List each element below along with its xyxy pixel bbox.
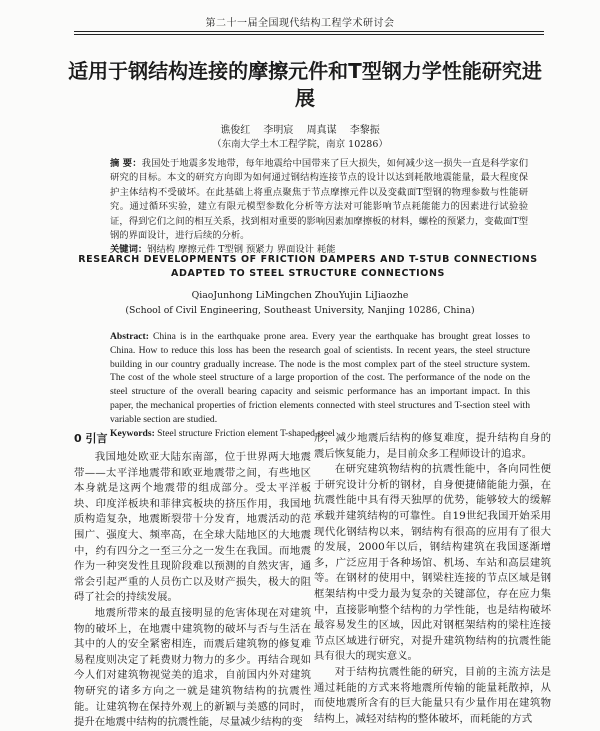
keywords-cn-label: 关键词： — [110, 244, 148, 256]
keywords-cn-text: 钢结构 摩擦元件 T型钢 预紧力 界面设计 耗能 — [147, 244, 336, 256]
abstract-en — [110, 330, 530, 440]
keywords-en-text: Steel structure Friction element T-shaped steel — [157, 427, 335, 439]
body-column-left — [74, 450, 311, 731]
paper-title-cn: 适用于钢结构连接的摩擦元件和T型钢力学性能研究进展 — [68, 59, 542, 110]
affiliation-en: (School of Civil Engineering, Southeast University, Nanjing 10286, China) — [125, 305, 475, 316]
header-rule — [74, 31, 544, 32]
authors-en: QiaoJunhong LiMingchen ZhouYujin LiJiaozhe — [191, 290, 409, 301]
body-paragraph: 形，减少地震后结构的修复难度，提升结构自身的震后恢复能力，是目前众多工程师设计的追求。 — [314, 432, 551, 460]
paper-title-en: RESEARCH DEVELOPMENTS OF FRICTION DAMPERS AND T-STUB CONNECTIONS ADAPTED TO STEEL STRUCTURE CONNECTIONS — [78, 254, 538, 279]
body-column-right — [314, 431, 551, 727]
abstract-cn — [110, 157, 528, 258]
abstract-cn-text: 我国处于地震多发地带，每年地震给中国带来了巨大损失，如何减少这一损失一直是科学家们研究的目标。本文的研究方向即为如何通过钢结构连接节点的设计以达到耗散地震能量，最大程度保护主体结构不受破坏。在此基础上将重点聚焦于节点摩擦元件以及变截面T型钢的物理参数与性能研究。通过循环实验，建立有限元模型参数化分析等方法对可能影响节点耗能能力的因素进行试验验证，得到它们之间的相互关系，找到相对重要的影响因素加摩擦板的材料，螺栓的预紧力，变截面T型钢的界面设计，进行后续的分析。 — [110, 158, 528, 242]
running-head: 第二十一届全国现代结构工程学术研讨会 — [205, 18, 395, 29]
body-paragraph: 地震所带来的最直接明显的危害体现在对建筑物的破坏上，在地震中建筑物的破坏与否与生活在其中的人的安全紧密相连，而震后建筑物的修复难易程度则决定了耗费财力物力的多少。再结合现如今人们对建筑物视觉美的追求，自前国内外对建筑物研究的诸多方向之一就是建筑物结构的抗震性能。让建筑物在保持外观上的新颖与美感的同时，提升在地震中结构的抗震性能，尽量减少结构的变 — [74, 606, 311, 729]
section-heading: 0 引言 — [74, 432, 108, 445]
authors-cn: 谯俊红 李明宸 周真谋 李黎振 — [220, 125, 380, 136]
affiliation-cn: （东南大学土木工程学院，南京 10286） — [212, 139, 388, 150]
keywords-en-label: Keywords: — [110, 427, 155, 439]
abstract-en-label: Abstract: — [110, 331, 149, 342]
abstract-en-text: China is in the earthquake prone area. Every year the earthquake has brought great losses to China. How to reduce this loss has been the research goal of scientists. In recent years, the steel structure building in our country gradually increase. The node is the most complex part of the steel structure system. The cost of the whole steel structure of a large proportion of the cost. The performance of the node on the steel structure of the overall bearing capacity and seismic performance has an important impact. In this paper, the mechanical properties of friction elements connected with steel structures and T-section steel with variable section are studied. — [110, 331, 530, 425]
body-paragraph: 在研究建筑物结构的抗震性能中，各向同性便于研究设计分析的钢材，自身便捷储能能力强，在抗震性能中具有得天独厚的优势，能够较大的缓解承载并建筑结构的可靠性。自19世纪我国开始采用现代化钢结构以来，钢结构有很高的应用有了很大的发展，2000年以后，钢结构建筑在我国逐渐增多，广泛应用于各种场馆、机场、车站和高层建筑等。在钢材的使用中，钢梁柱连接的节点区域是钢框架结构中受力最为复杂的关键部位，存在应力集中，直接影响整个结构的力学性能，也是结构破坏最容易发生的区域，因此对钢框架结构的梁柱连接节点区域进行研究，对提升建筑物结构的抗震性能具有很大的现实意义。 — [314, 463, 551, 663]
body-paragraph: 对于结构抗震性能的研究，目前的主流方法是通过耗能的方式来将地震所传输的能量耗散掉，从而使地震所含有的巨大能量只有少量作用在建筑物结构上，减轻对结构的整体破坏，而耗能的方式 — [314, 665, 551, 725]
body-paragraph: 我国地处欧亚大陆东南部，位于世界两大地震带——太平洋地震带和欧亚地震带之间，有些地区本身就是这两个地震带的组成部分。受太平洋板块、印度洋板块和菲律宾板块的挤压作用，我国地质构造复杂，地震断裂带十分发育，地震活动的范围广、强度大、频率高，在全球大陆地区的大地震中，约有四分之一至三分之一发生在我国。而地震作为一种突发性且现阶段难以预测的自然灾害，通常会引起严重的人员伤亡以及财产损失，极大的阻碍了社会的持续发展。 — [74, 451, 311, 604]
abstract-cn-label: 摘 要： — [110, 158, 142, 169]
header-rule-thin — [74, 34, 544, 35]
